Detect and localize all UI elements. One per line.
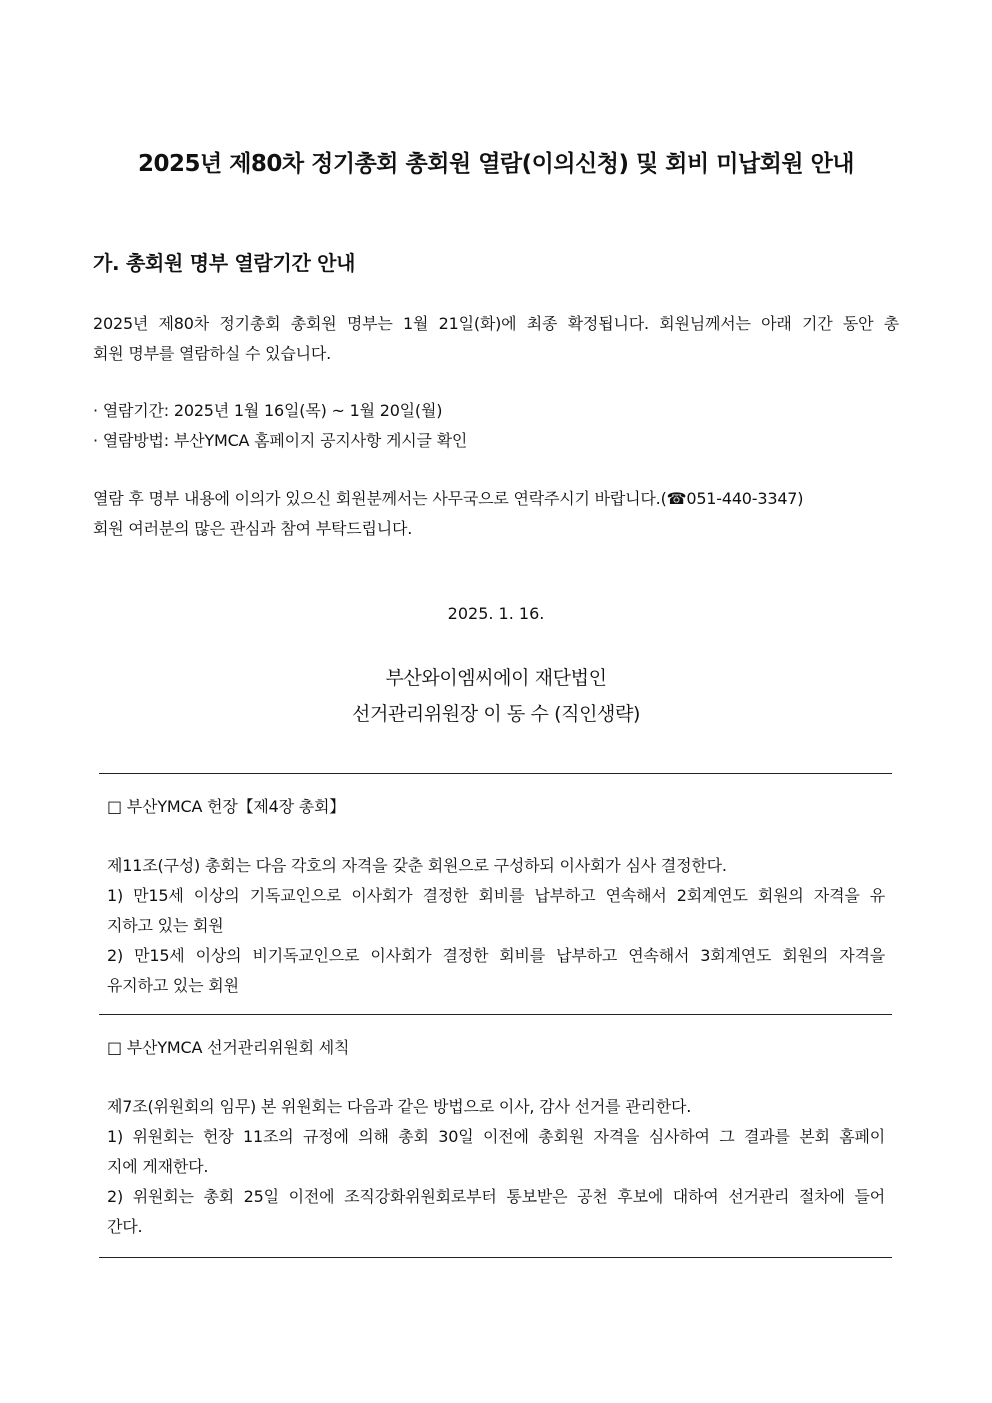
document-title: 2025년 제80차 정기총회 총회원 열람(이의신청) 및 회비 미납회원 안내 (137, 151, 855, 177)
intro-paragraph (93, 309, 899, 369)
box-line: 제11조(구성) 총회는 다음 각호의 자격을 갖춘 회원으로 구성하되 이사회가 심사 결정한다. (107, 856, 727, 875)
intro-line: 회원 명부를 열람하실 수 있습니다. (93, 344, 332, 363)
box-line: 제7조(위원회의 임무) 본 위원회는 다음과 같은 방법으로 이사, 감사 선거를 관리한다. (107, 1097, 692, 1116)
box-heading: □ 부산YMCA 선거관리위원회 세칙 (107, 1038, 350, 1057)
list-item-period: · 열람기간: 2025년 1월 16일(목) ~ 1월 20일(월) (93, 401, 443, 420)
box-line: 2) 위원회는 총회 25일 이전에 조직강화위원회로부터 통보받은 공천 후보에 대하여 선거관리 절차에 들어 (107, 1187, 885, 1206)
election-rules-box (99, 1014, 892, 1258)
info-list (93, 396, 899, 456)
contact-line: 회원 여러분의 많은 관심과 참여 부탁드립니다. (93, 519, 413, 538)
chairman-signature: 선거관리위원장 이 동 수 (직인생략) (352, 703, 640, 725)
box-line: 1) 만15세 이상의 기독교인으로 이사회가 결정한 회비를 납부하고 연속해서 2회계연도 회원의 자격을 유 (107, 886, 885, 905)
organization-name: 부산와이엠씨에이 재단법인 (385, 667, 607, 689)
box-line: 지하고 있는 회원 (107, 916, 224, 935)
list-item-method: · 열람방법: 부산YMCA 홈페이지 공지사항 게시글 확인 (93, 431, 468, 450)
signature-block (0, 660, 992, 732)
intro-line: 2025년 제80차 정기총회 총회원 명부는 1월 21일(화)에 최종 확정됩니다. 회원님께서는 아래 기간 동안 총 (93, 314, 899, 333)
contact-paragraph (93, 484, 899, 544)
box-line: 1) 위원회는 헌장 11조의 규정에 의해 총회 30일 이전에 총회원 자격을 심사하여 그 결과를 본회 홈페이 (107, 1127, 885, 1146)
box-body (107, 851, 885, 1001)
issue-date: 2025. 1. 16. (447, 604, 545, 623)
contact-line: 열람 후 명부 내용에 이의가 있으신 회원분께서는 사무국으로 연락주시기 바랍니다.(☎051-440-3347) (93, 489, 804, 508)
box-heading: □ 부산YMCA 헌장【제4장 총회】 (107, 797, 346, 816)
box-line: 유지하고 있는 회원 (107, 976, 239, 995)
box-body (107, 1092, 885, 1242)
box-line: 간다. (107, 1217, 143, 1236)
charter-excerpt-box (99, 773, 892, 1015)
section-heading: 가. 총회원 명부 열람기간 안내 (93, 251, 356, 275)
box-line: 지에 게재한다. (107, 1157, 209, 1176)
box-line: 2) 만15세 이상의 비기독교인으로 이사회가 결정한 회비를 납부하고 연속해서 3회계연도 회원의 자격을 (107, 946, 885, 965)
